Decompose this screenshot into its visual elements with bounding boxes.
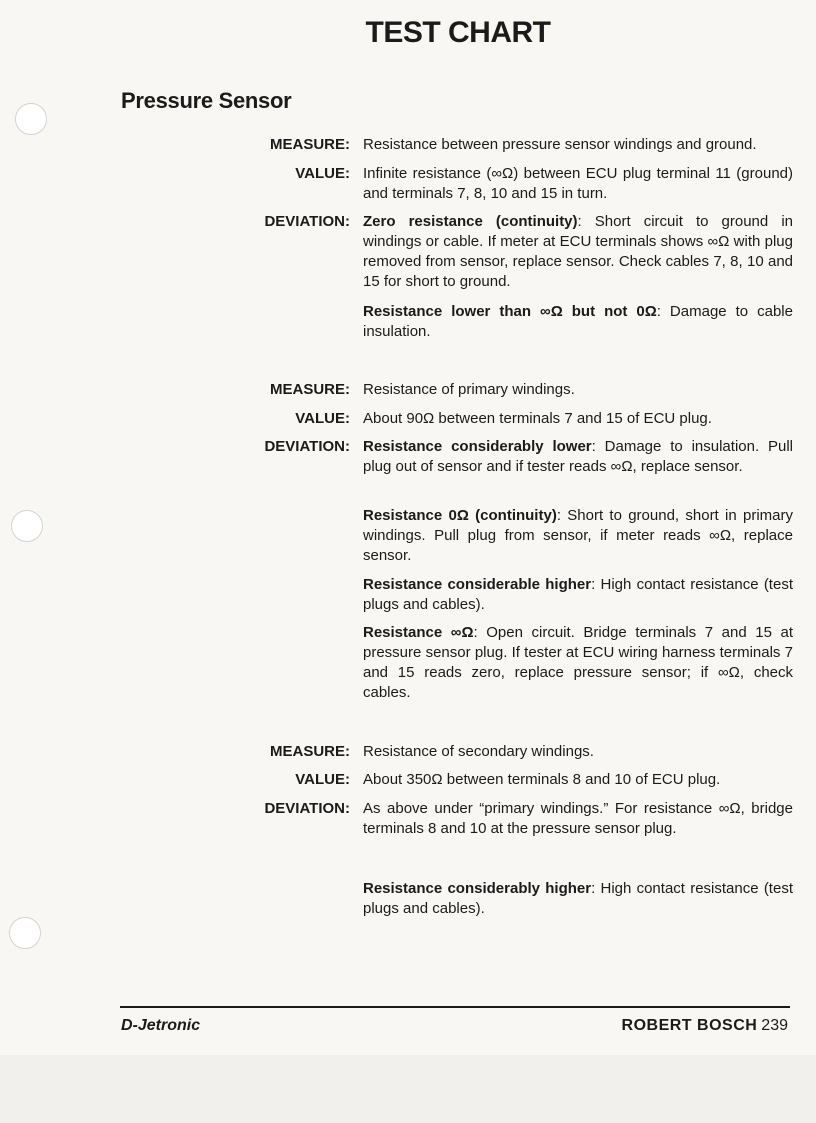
section-title: Pressure Sensor [121, 88, 292, 113]
binder-hole-top [15, 103, 47, 135]
page-number: 239 [761, 1017, 788, 1034]
entry-label: VALUE: [295, 410, 350, 427]
entry-label: DEVIATION: [264, 213, 350, 230]
entry-text: Infinite resistance (∞Ω) between ECU plug terminal 11 (ground) and terminals 7, 8, 10 and 15 in turn. [363, 165, 793, 202]
footer-brand: ROBERT BOSCH [621, 1017, 758, 1034]
page-title: TEST CHART [365, 16, 551, 49]
entry-label: MEASURE: [269, 136, 350, 153]
entry-label: MEASURE: [269, 381, 350, 398]
entry-text: Resistance considerably higher: High contact resistance (test plugs and cables). [363, 880, 793, 917]
entry-label: MEASURE: [269, 743, 350, 760]
entry-text: About 90Ω between terminals 7 and 15 of ECU plug. [363, 410, 712, 427]
entry-text: About 350Ω between terminals 8 and 10 of ECU plug. [363, 771, 721, 788]
entry-text: Resistance ∞Ω: Open circuit. Bridge terminals 7 and 15 at pressure sensor plug. If tester at ECU wiring harness terminals 7 and 15 reads zero, replace pressure sensor; if ∞Ω, check cables. [363, 624, 793, 701]
entry-text: Resistance between pressure sensor windings and ground. [363, 136, 757, 153]
entry-label: DEVIATION: [264, 800, 350, 817]
entry-text: Resistance considerable higher: High contact resistance (test plugs and cables). [363, 576, 793, 613]
footer-brand-page [622, 1017, 788, 1035]
entry-text: Resistance of primary windings. [363, 381, 575, 398]
entry-label: VALUE: [295, 771, 350, 788]
entry-text: Zero resistance (continuity): Short circuit to ground in windings or cable. If meter at ECU terminals shows ∞Ω with plug removed from sensor, replace sensor. Check cables 7, 8, 10 and 15 for short to ground. [363, 213, 793, 290]
footer-rule [120, 1006, 790, 1008]
binder-hole-bottom [9, 917, 41, 949]
binder-hole-middle [11, 510, 43, 542]
entry-text: Resistance of secondary windings. [363, 743, 594, 760]
entry-text: Resistance considerably lower: Damage to insulation. Pull plug out of sensor and if tester reads ∞Ω, replace sensor. [363, 438, 793, 475]
footer-product-name: D-Jetronic [121, 1017, 201, 1034]
entry-label: VALUE: [295, 165, 350, 182]
scan-margin [0, 1055, 816, 1123]
entry-label: DEVIATION: [264, 438, 350, 455]
entry-text: Resistance 0Ω (continuity): Short to ground, short in primary windings. Pull plug from sensor, if meter reads ∞Ω, replace sensor. [363, 507, 793, 564]
entry-text: Resistance lower than ∞Ω but not 0Ω: Damage to cable insulation. [363, 303, 793, 340]
entry-text: As above under “primary windings.” For resistance ∞Ω, bridge terminals 8 and 10 at the pressure sensor plug. [363, 800, 793, 837]
